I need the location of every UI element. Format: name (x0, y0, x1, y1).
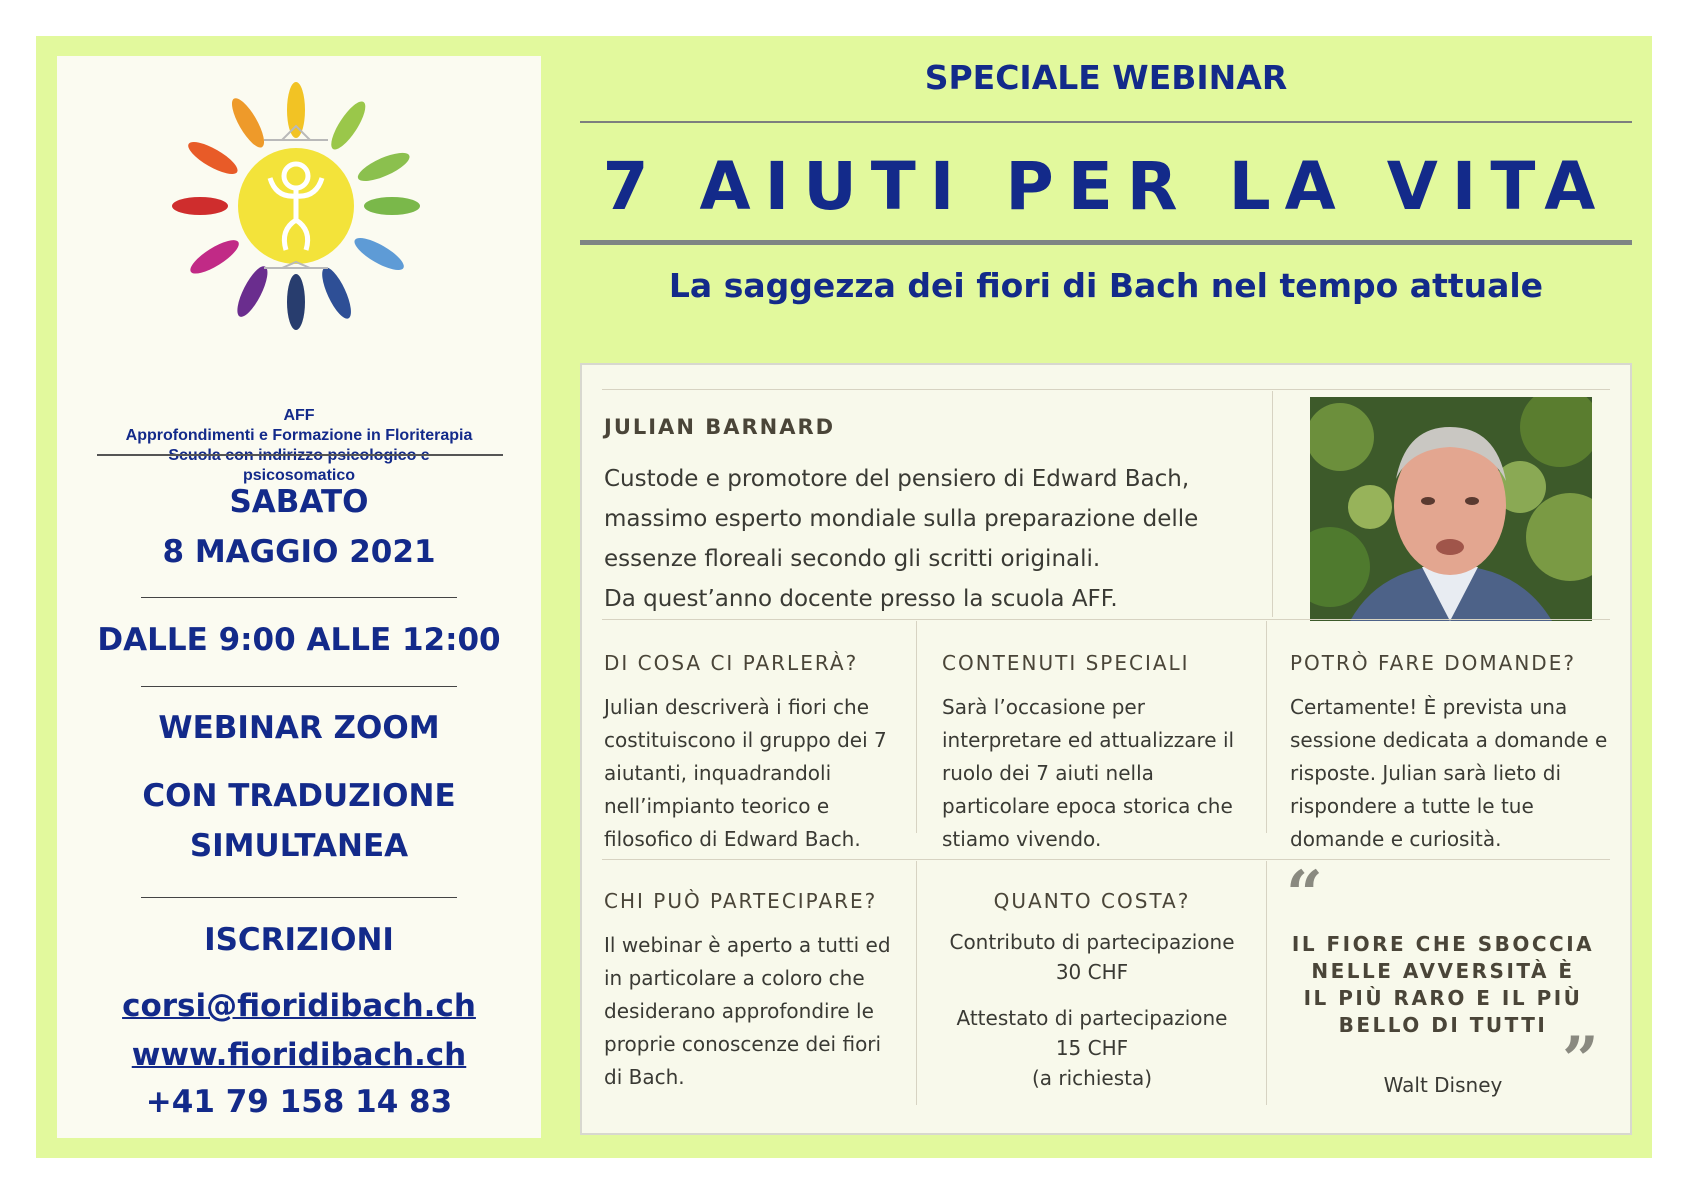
section-heading: CONTENUTI SPECIALI (942, 651, 1190, 675)
speaker-bio-line: essenze floreali secondo gli scritti originali. (604, 546, 1101, 572)
special-text (942, 691, 1234, 856)
divider (141, 597, 457, 598)
text-line: in particolare a coloro che (604, 966, 865, 990)
event-time: DALLE 9:00 ALLE 12:00 (97, 622, 501, 658)
text-line: proprie conoscenze dei fiori (604, 1032, 882, 1056)
close-quote-icon: ” (1562, 1023, 1599, 1098)
text-line: rispondere a tutte le tue (1290, 794, 1534, 818)
text-line: desiderano approfondire le (604, 999, 874, 1023)
speaker-bio (604, 459, 1198, 619)
text-line: stiamo vivendo. (942, 827, 1102, 851)
divider (1272, 391, 1273, 617)
certificate-amount: 15 CHF (1055, 1036, 1129, 1060)
divider (141, 686, 457, 687)
fee-amount: 30 CHF (1055, 960, 1129, 984)
event-day: SABATO (229, 484, 369, 520)
title-divider-bottom (580, 240, 1632, 245)
event-date: 8 MAGGIO 2021 (162, 534, 436, 570)
certificate-note: (a richiesta) (1031, 1066, 1153, 1090)
text-line: di Bach. (604, 1065, 685, 1089)
quote-author: Walt Disney (1383, 1073, 1503, 1097)
text-line: Il webinar è aperto a tutti ed (604, 933, 891, 957)
event-format: WEBINAR ZOOM (158, 710, 440, 746)
text-line: ruolo dei 7 aiuti nella (942, 761, 1154, 785)
text-line: filosofico di Edward Bach. (604, 827, 861, 851)
section-heading: DI COSA CI PARLERÀ? (604, 651, 859, 675)
certificate-label: Attestato di partecipazione (956, 1006, 1228, 1030)
divider (916, 621, 917, 833)
divider (916, 861, 917, 1105)
section-heading: POTRÒ FARE DOMANDE? (1290, 651, 1576, 675)
text-line: nell’impianto teorico e (604, 794, 830, 818)
text-line: costituiscono il gruppo dei 7 (604, 728, 887, 752)
divider (1266, 621, 1267, 833)
divider (602, 619, 1610, 620)
open-quote-icon: “ (1286, 857, 1323, 932)
text-line: particolare epoca storica che (942, 794, 1233, 818)
text-line: Certamente! È prevista una (1290, 695, 1568, 719)
aff-sun-logo (160, 72, 432, 340)
phone-number: +41 79 158 14 83 (145, 1084, 453, 1120)
divider (602, 859, 1610, 860)
translation-line2: SIMULTANEA (189, 828, 409, 864)
speaker-bio-line: massimo esperto mondiale sulla preparazione delle (604, 506, 1199, 532)
speaker-bio-line: Da quest’anno docente presso la scuola AFF. (604, 586, 1118, 612)
kicker: SPECIALE WEBINAR (924, 58, 1288, 97)
translation-line1: CON TRADUZIONE (142, 778, 456, 814)
text-line: sessione dedicata a domande e (1290, 728, 1608, 752)
topic-text (604, 691, 887, 856)
title-divider-top (580, 121, 1632, 123)
speaker-bio-line: Custode e promotore del pensiero di Edward Bach, (604, 466, 1190, 492)
main-title: 7 AIUTI PER LA VITA (602, 148, 1610, 225)
text-line: aiutanti, inquadrandoli (604, 761, 832, 785)
divider (97, 454, 503, 456)
divider (141, 897, 457, 898)
fee-label: Contributo di partecipazione (949, 930, 1235, 954)
section-heading: QUANTO COSTA? (993, 889, 1191, 913)
registrations-heading: ISCRIZIONI (204, 922, 394, 958)
organization-info (57, 406, 541, 486)
quote-line: IL FIORE CHE SBOCCIA (1291, 932, 1595, 956)
text-line: domande e curiosità. (1290, 827, 1502, 851)
speaker-photo (1310, 397, 1592, 621)
speaker-name: JULIAN BARNARD (604, 415, 836, 439)
org-full-name: Approfondimenti e Formazione in Floriterapia (125, 427, 473, 444)
text-line: risposte. Julian sarà lieto di (1290, 761, 1562, 785)
org-short-name: AFF (283, 407, 315, 424)
org-description-line1: Scuola con indirizzo psicologico e (168, 447, 430, 464)
text-line: interpretare ed attualizzare il (942, 728, 1235, 752)
details-card (580, 363, 1632, 1135)
divider (1266, 861, 1267, 1105)
subtitle: La saggezza dei fiori di Bach nel tempo attuale (668, 266, 1544, 305)
quote-line: IL PIÙ RARO E IL PIÙ (1303, 986, 1583, 1010)
text-line: Julian descriverà i fiori che (604, 695, 870, 719)
email-link[interactable]: corsi@fioridibach.ch (122, 988, 476, 1024)
text-line: Sarà l’occasione per (942, 695, 1145, 719)
quote-line: NELLE AVVERSITÀ È (1311, 959, 1575, 983)
section-heading: CHI PUÒ PARTECIPARE? (604, 889, 878, 913)
cost-text (918, 927, 1266, 1093)
left-panel (57, 56, 541, 1138)
quote-line: BELLO DI TUTTI (1338, 1013, 1548, 1037)
questions-text (1290, 691, 1607, 856)
who-text (604, 929, 891, 1094)
org-description-line2: psicosomatico (242, 467, 356, 484)
website-link[interactable]: www.fioridibach.ch (131, 1037, 467, 1073)
divider (602, 389, 1610, 390)
